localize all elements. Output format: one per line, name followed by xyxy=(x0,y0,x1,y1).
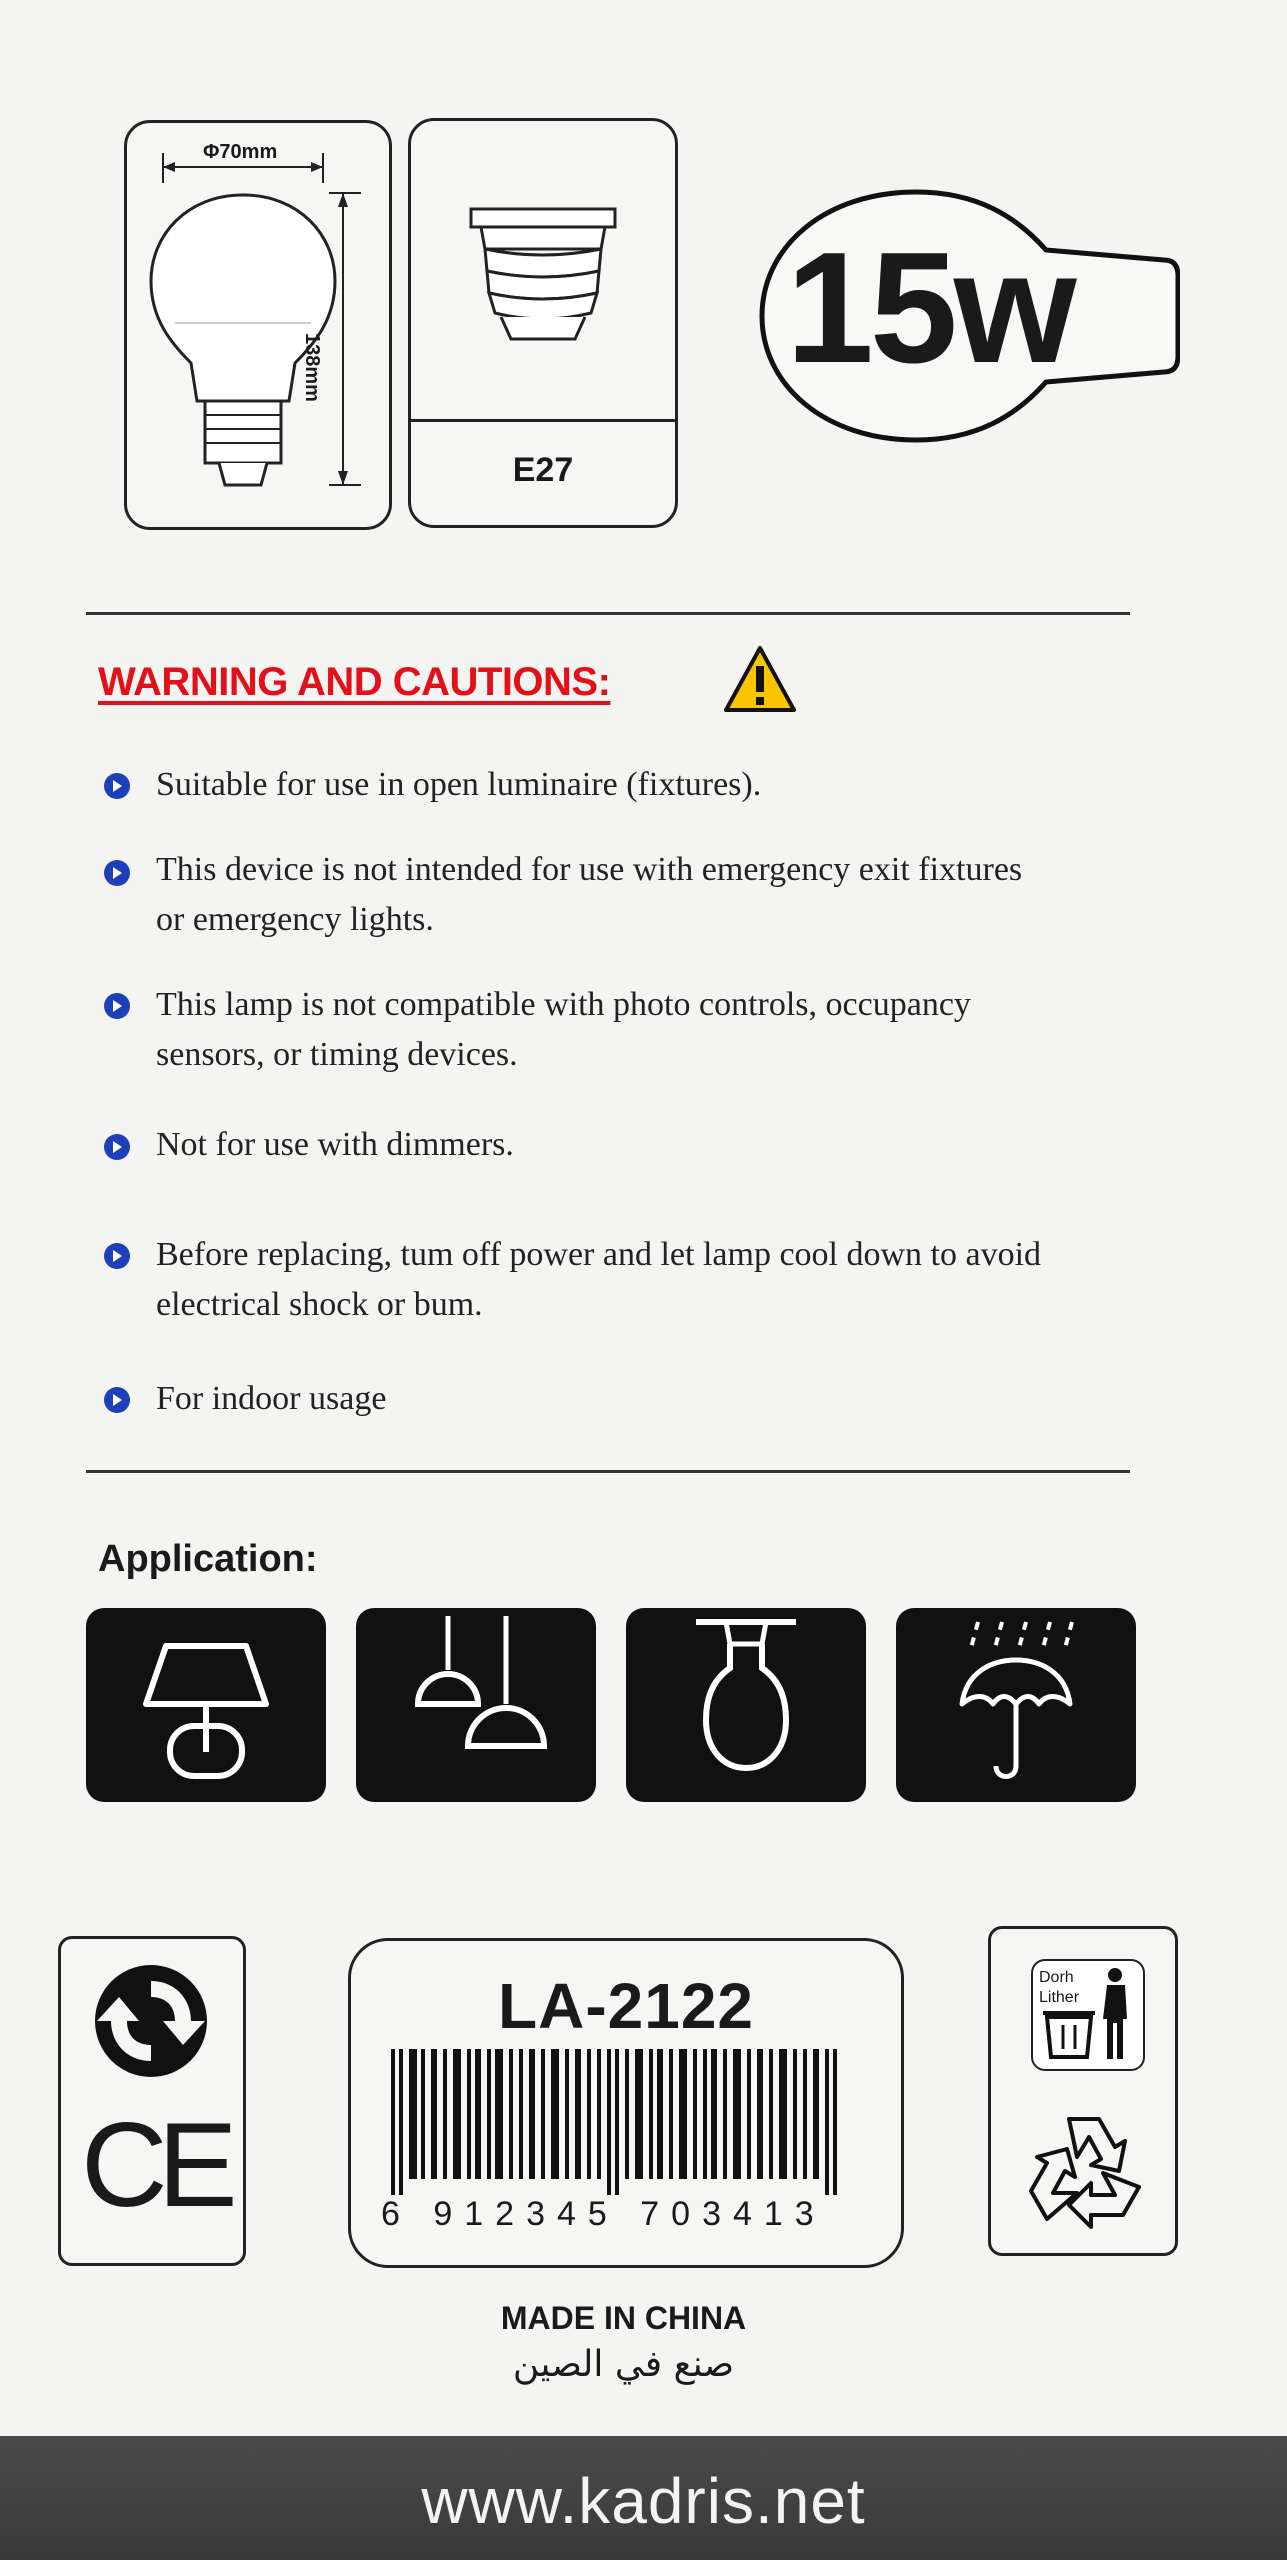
diameter-label: Φ70mm xyxy=(203,141,278,163)
height-label: 138mm xyxy=(301,333,323,402)
recycling-arrows-icon xyxy=(1019,2109,1149,2231)
model-number: LA-2122 xyxy=(498,1970,754,2042)
warning-item-line: This device is not intended for use with emergency exit fixtures xyxy=(156,851,1023,888)
bullet-icon xyxy=(104,1243,130,1269)
warning-item-line: Suitable for use in open luminaire (fixtures). xyxy=(156,766,762,803)
application-tile-pendant-lamp xyxy=(356,1608,596,1802)
wattage-badge xyxy=(756,186,1180,446)
application-label: Application: xyxy=(98,1538,318,1580)
barcode-icon xyxy=(391,2049,861,2195)
application-tile-ceiling-bulb xyxy=(626,1608,866,1802)
wattage-value: 15w xyxy=(786,220,1073,396)
base-type-panel xyxy=(408,118,678,528)
barcode-digits: 6 912345 703413 xyxy=(381,2195,826,2233)
tidyman-bin-icon xyxy=(1033,1961,1143,2069)
bulb-dimension-panel xyxy=(124,120,392,530)
application-tile-table-lamp xyxy=(86,1608,326,1802)
bullet-icon xyxy=(104,1387,130,1413)
bulb-outline-icon xyxy=(127,123,389,527)
made-in-label: MADE IN CHINA xyxy=(500,2300,747,2336)
base-divider xyxy=(411,419,675,422)
warning-item-line: sensors, or timing devices. xyxy=(156,1036,518,1073)
warning-title: WARNING AND CAUTIONS: xyxy=(98,660,611,704)
base-type-label: E27 xyxy=(512,451,574,489)
certification-panel xyxy=(58,1936,246,2266)
bullet-icon xyxy=(104,773,130,799)
warning-item-line: This lamp is not compatible with photo controls, occupancy xyxy=(156,986,971,1023)
website-link[interactable]: www.kadris.net xyxy=(421,2465,866,2537)
e27-socket-icon xyxy=(411,121,675,421)
made-in-arabic-label: صنع في الصين xyxy=(512,2344,735,2385)
application-tile-outdoor-rain xyxy=(896,1608,1136,1802)
footer-bar xyxy=(0,2436,1287,2560)
bullet-icon xyxy=(104,860,130,886)
ceiling-bulb-icon xyxy=(626,1608,866,1802)
disposal-panel xyxy=(988,1926,1178,2256)
warning-triangle-icon xyxy=(722,644,798,714)
table-lamp-icon xyxy=(86,1608,326,1802)
umbrella-rain-icon xyxy=(896,1608,1136,1802)
weee-text-1: Dorh xyxy=(1039,1969,1074,1986)
weee-box xyxy=(1031,1959,1145,2071)
green-dot-icon xyxy=(91,1961,211,2081)
ce-mark: CE xyxy=(81,2098,228,2232)
divider-middle xyxy=(86,1470,1130,1473)
bullet-icon xyxy=(104,1134,130,1160)
weee-text-2: Lither xyxy=(1039,1989,1080,2006)
bullet-icon xyxy=(104,993,130,1019)
warning-item-line: electrical shock or bum. xyxy=(156,1286,483,1323)
warning-item-line: Before replacing, tum off power and let lamp cool down to avoid xyxy=(156,1236,1042,1273)
pendant-lamp-icon xyxy=(356,1608,596,1802)
warning-item-line: Not for use with dimmers. xyxy=(156,1126,514,1163)
warning-item-line: For indoor usage xyxy=(156,1380,387,1417)
model-barcode-panel xyxy=(348,1938,904,2268)
warning-item-line: or emergency lights. xyxy=(156,901,434,938)
divider-top xyxy=(86,612,1130,615)
